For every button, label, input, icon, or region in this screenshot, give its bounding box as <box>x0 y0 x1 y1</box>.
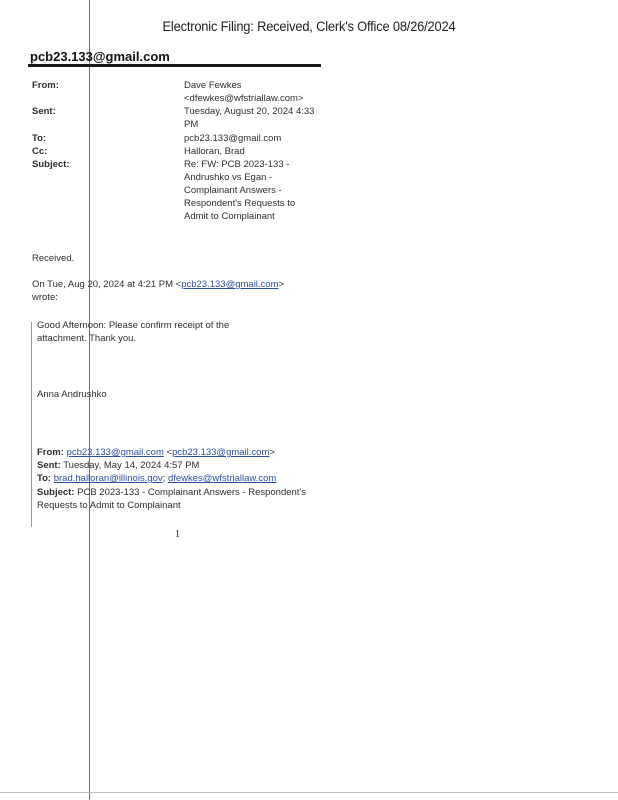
forwarded-from-label: From: <box>37 447 64 458</box>
quote-intro-text: On Tue, Aug 20, 2024 at 4:21 PM < <box>32 279 182 290</box>
subject-line-1: Re: FW: PCB 2023-133 - <box>184 159 290 170</box>
page-number: 1 <box>175 529 180 540</box>
quote-intro-wrote: wrote: <box>32 292 58 303</box>
subject-line-2: Andrushko vs Egan - <box>184 172 273 183</box>
forwarded-subject-label: Subject: <box>37 487 75 498</box>
forwarded-sent-label: Sent: <box>37 460 61 471</box>
quote-intro-close: > <box>278 279 285 290</box>
from-label: From: <box>32 80 59 91</box>
cc-label: Cc: <box>32 146 48 157</box>
greeting-line-1: Good Afternoon: Please confirm receipt of the <box>37 320 230 331</box>
greeting-line-2: attachment. Thank you. <box>37 333 137 344</box>
sent-value-line-2: PM <box>184 119 199 130</box>
forwarded-from-open: < <box>163 447 173 458</box>
account-name: pcb23.133@gmail.com <box>30 49 170 64</box>
scan-bottom-edge <box>0 792 618 793</box>
received-text: Received. <box>32 253 75 264</box>
forwarded-subject-text-1: PCB 2023-133 - Complainant Answers - Respondent's <box>77 487 307 498</box>
account-divider <box>28 64 321 67</box>
forwarded-subject-line-1 <box>37 486 306 499</box>
subject-line-5: Admit to Complainant <box>184 211 275 222</box>
forwarded-to-label: To: <box>37 473 52 484</box>
subject-line-3: Complainant Answers - <box>184 185 282 196</box>
forwarded-sent-value: Tuesday, May 14, 2024 4:57 PM <box>63 460 200 471</box>
cc-value: Halloran, Brad <box>184 146 245 157</box>
forwarded-to-line <box>37 472 276 485</box>
from-email: <dfewkes@wfstriallaw.com> <box>184 93 304 104</box>
forwarded-to-separator: ; <box>162 473 168 484</box>
forwarded-to-link-1[interactable]: brad.halloran@illinois.gov <box>53 473 163 484</box>
to-value: pcb23.133@gmail.com <box>184 133 282 144</box>
to-label: To: <box>32 133 47 144</box>
quote-intro <box>32 278 284 291</box>
signature: Anna Andrushko <box>37 389 107 400</box>
forwarded-sent-line <box>37 459 199 472</box>
forwarded-from-link-2[interactable]: pcb23.133@gmail.com <box>172 447 270 458</box>
sent-value-line-1: Tuesday, August 20, 2024 4:33 <box>184 106 315 117</box>
subject-label: Subject: <box>32 159 70 170</box>
subject-line-4: Respondent's Requests to <box>184 198 296 209</box>
quote-intro-email-link[interactable]: pcb23.133@gmail.com <box>181 279 279 290</box>
quote-bar <box>31 322 32 527</box>
forwarded-from-line <box>37 446 275 459</box>
forwarded-to-link-2[interactable]: dfewkes@wfstriallaw.com <box>167 473 277 484</box>
forwarded-subject-line-2: Requests to Admit to Complainant <box>37 500 181 511</box>
sent-label: Sent: <box>32 106 56 117</box>
filing-stamp: Electronic Filing: Received, Clerk's Office 08/26/2024 <box>162 18 456 34</box>
forwarded-from-close: > <box>269 447 275 458</box>
forwarded-from-link[interactable]: pcb23.133@gmail.com <box>66 447 164 458</box>
from-name: Dave Fewkes <box>184 80 242 91</box>
